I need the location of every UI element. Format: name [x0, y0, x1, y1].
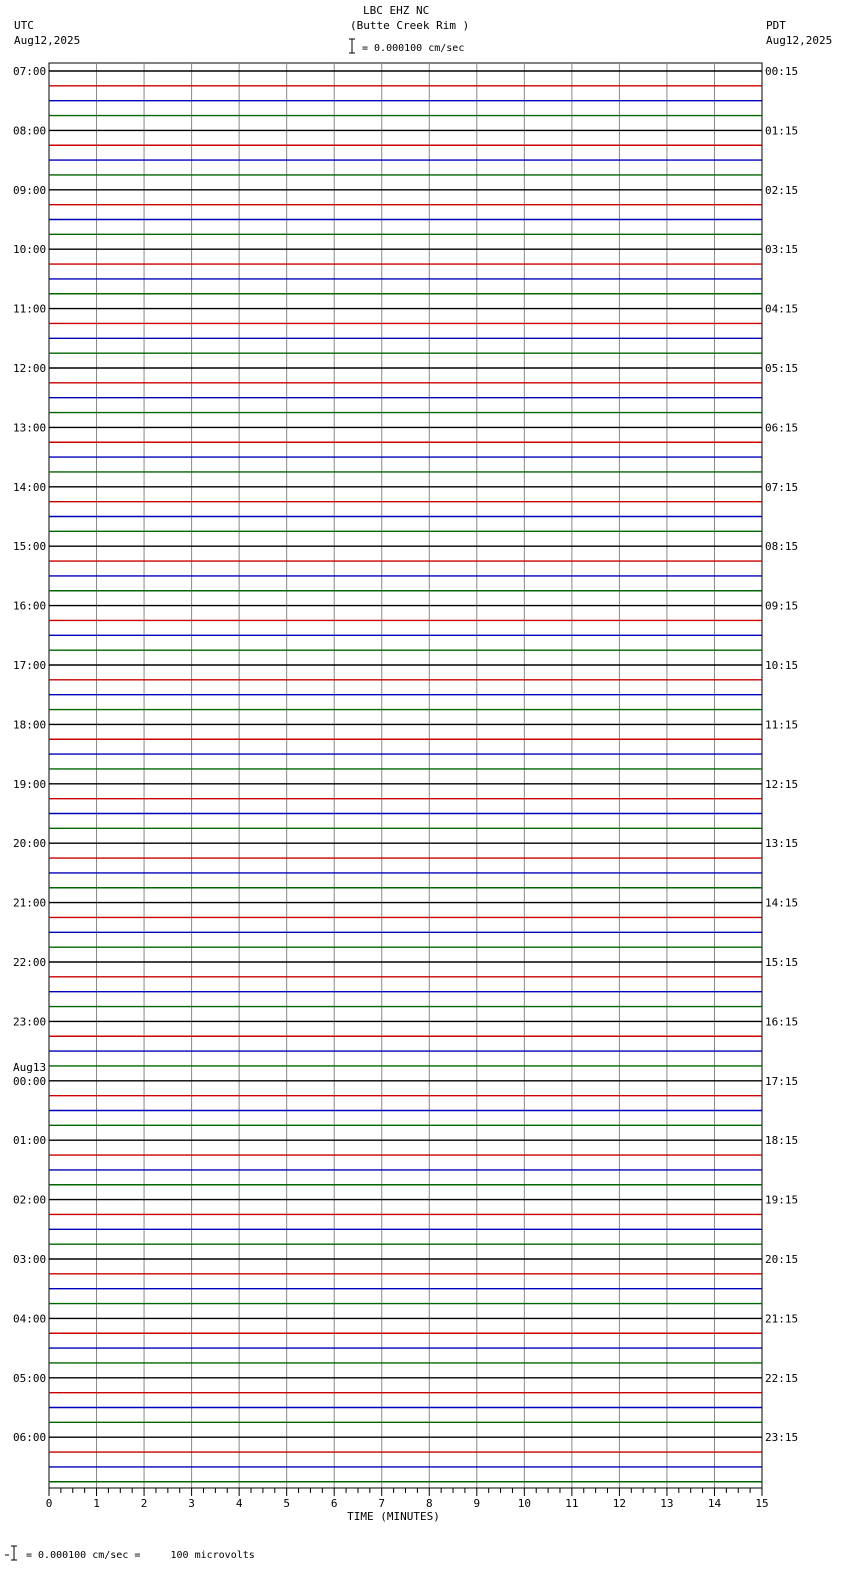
left-hour-label: 22:00 — [13, 956, 47, 969]
x-tick-label: 3 — [188, 1497, 195, 1510]
scale-bar-icon — [349, 39, 355, 53]
right-hour-label: 22:15 — [765, 1371, 799, 1385]
right-hour-label: 04:15 — [765, 302, 799, 316]
left-hour-label: 13:00 — [13, 421, 47, 435]
left-hour-label: 06:00 — [13, 1431, 47, 1445]
right-hour-label: 07:15 — [765, 480, 799, 494]
right-hour-label: 23:15 — [765, 1431, 799, 1445]
station-title: LBC EHZ NC — [363, 4, 430, 17]
left-hour-label: 17:00 — [13, 659, 47, 672]
right-hour-label: 17:15 — [765, 1074, 799, 1088]
trace-lines — [49, 71, 762, 1482]
right-hour-label: 02:15 — [765, 183, 799, 197]
left-hour-label: 04:00 — [13, 1312, 47, 1326]
left-hour-label: 02:00 — [13, 1193, 47, 1207]
right-date: Aug12,2025 — [766, 34, 833, 47]
right-hour-label: 14:15 — [765, 896, 799, 910]
right-hour-label: 16:15 — [765, 1015, 799, 1029]
x-tick-label: 1 — [93, 1497, 100, 1510]
right-hour-label: 05:15 — [765, 362, 799, 375]
x-tick-label: 2 — [140, 1497, 148, 1510]
site-name: (Butte Creek Rim ) — [350, 19, 470, 32]
right-hour-label: 13:15 — [765, 837, 799, 851]
left-hour-label: 08:00 — [13, 124, 47, 138]
left-hour-label: 23:00 — [13, 1015, 47, 1029]
left-hour-label: 21:00 — [13, 896, 47, 910]
time-axis — [46, 1488, 769, 1523]
right-hour-label: 20:15 — [765, 1253, 799, 1266]
right-hour-label: 00:15 — [765, 65, 799, 78]
left-hour-label: 09:00 — [13, 183, 47, 197]
left-hour-label: 16:00 — [13, 599, 47, 613]
left-hour-label: 18:00 — [13, 718, 47, 732]
left-hour-label: 14:00 — [13, 480, 47, 494]
right-hour-label: 09:15 — [765, 599, 799, 613]
left-hour-label: 05:00 — [13, 1371, 47, 1385]
left-hour-label: 12:00 — [13, 362, 47, 375]
x-tick-label: 6 — [330, 1497, 338, 1510]
left-hour-label: 01:00 — [13, 1134, 47, 1148]
right-hour-label: 21:15 — [765, 1312, 799, 1326]
x-tick-label: 10 — [517, 1497, 531, 1510]
left-date: Aug12,2025 — [14, 34, 81, 47]
right-hour-label: 01:15 — [765, 124, 799, 138]
footer-scale-text: = 0.000100 cm/sec = 100 microvolts — [26, 1550, 255, 1561]
left-hour-label: 15:00 — [13, 540, 47, 554]
left-hour-label: 03:00 — [13, 1253, 47, 1266]
left-hour-label: 19:00 — [13, 777, 47, 791]
scale-text: = 0.000100 cm/sec — [362, 43, 465, 54]
date-change-label: Aug13 — [13, 1060, 47, 1074]
left-timezone: UTC — [14, 19, 34, 32]
x-tick-label: 11 — [565, 1497, 579, 1510]
right-hour-label: 10:15 — [765, 659, 799, 672]
x-tick-label: 5 — [283, 1497, 290, 1510]
right-hour-label: 08:15 — [765, 540, 799, 554]
x-tick-label: 7 — [378, 1497, 386, 1510]
x-tick-label: 4 — [235, 1497, 243, 1510]
x-tick-label: 14 — [707, 1497, 722, 1510]
left-hour-label: 07:00 — [13, 65, 47, 78]
x-tick-label: 8 — [425, 1497, 433, 1510]
x-tick-label: 9 — [473, 1497, 481, 1510]
right-hour-label: 15:15 — [765, 956, 799, 969]
x-axis-title: TIME (MINUTES) — [347, 1510, 440, 1523]
right-hour-label: 19:15 — [765, 1193, 799, 1207]
right-hour-label: 03:15 — [765, 243, 799, 257]
x-tick-label: 15 — [755, 1497, 769, 1510]
right-timezone: PDT — [766, 19, 786, 32]
right-hour-label: 06:15 — [765, 421, 799, 435]
x-tick-label: 0 — [45, 1497, 53, 1510]
right-hour-label: 11:15 — [765, 718, 799, 732]
x-tick-label: 12 — [612, 1497, 627, 1510]
left-hour-label: 00:00 — [13, 1074, 47, 1088]
right-hour-label: 18:15 — [765, 1134, 799, 1148]
right-hour-label: 12:15 — [765, 777, 799, 791]
left-hour-label: 20:00 — [13, 837, 47, 851]
left-hour-label: 11:00 — [13, 302, 47, 316]
footer-scale-bar-icon — [5, 1546, 17, 1560]
x-tick-label: 13 — [660, 1497, 674, 1510]
left-hour-label: 10:00 — [13, 243, 47, 257]
